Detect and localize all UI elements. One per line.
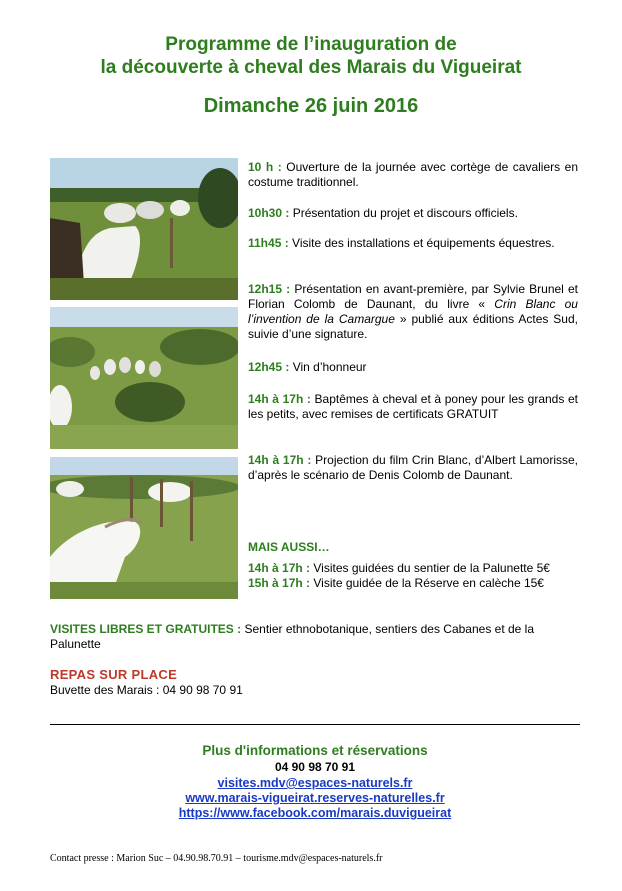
separator <box>50 724 580 725</box>
email-link[interactable]: visites.mdv@espaces-naturels.fr <box>217 776 413 790</box>
program-item: 10h30 : Présentation du projet et discours officiels. <box>248 206 518 220</box>
mais-aussi-title: MAIS AUSSI… <box>248 540 330 554</box>
title-line-2: la découverte à cheval des Marais du Vigueirat <box>100 57 522 78</box>
program-item: 14h à 17h : Projection du film Crin Blanc, d’Albert Lamorisse, d’après le scénario de Denis Colomb de Daunant. <box>248 453 578 482</box>
mais-aussi-item: 14h à 17h : Visites guidées du sentier de la Palunette 5€ <box>248 561 550 575</box>
photo-white-horses-fence <box>50 457 238 599</box>
repas-text: Buvette des Marais : 04 90 98 70 91 <box>50 683 243 697</box>
repas-title: REPAS SUR PLACE <box>50 667 178 682</box>
info-phone: 04 90 98 70 91 <box>274 760 356 774</box>
photo-riders-in-field <box>50 307 238 449</box>
program-item: 12h15 : Présentation en avant-première, par Sylvie Brunel et Florian Colomb de Daunant, du livre « Crin Blanc ou l’invention de la Camargue » publié aux éditions Actes Sud, suivie d’une signature. <box>248 282 578 341</box>
photo-horses-riders <box>50 158 238 300</box>
program-item: 12h45 : Vin d’honneur <box>248 360 367 374</box>
visites-libres: VISITES LIBRES ET GRATUITES : Sentier ethnobotanique, sentiers des Cabanes et de la Palunette <box>50 622 535 651</box>
website-link[interactable]: www.marais-vigueirat.reserves-naturelles.fr <box>185 791 445 805</box>
program-item: 14h à 17h : Baptêmes à cheval et à poney pour les grands et les petits, avec remises de certificats GRATUIT <box>248 392 578 421</box>
mais-aussi-item: 15h à 17h : Visite guidée de la Réserve en calèche 15€ <box>248 576 544 590</box>
info-title: Plus d'informations et réservations <box>202 743 428 758</box>
program-item: 10 h : Ouverture de la journée avec cortège de cavaliers en costume traditionnel. <box>248 160 578 189</box>
title-line-1: Programme de l’inauguration de <box>165 34 457 55</box>
program-item: 11h45 : Visite des installations et équipements équestres. <box>248 236 555 250</box>
facebook-link[interactable]: https://www.facebook.com/marais.duvigueirat <box>178 806 452 820</box>
event-date: Dimanche 26 juin 2016 <box>203 95 419 117</box>
press-contact: Contact presse : Marion Suc – 04.90.98.70.91 – tourisme.mdv@espaces-naturels.fr <box>50 853 383 864</box>
